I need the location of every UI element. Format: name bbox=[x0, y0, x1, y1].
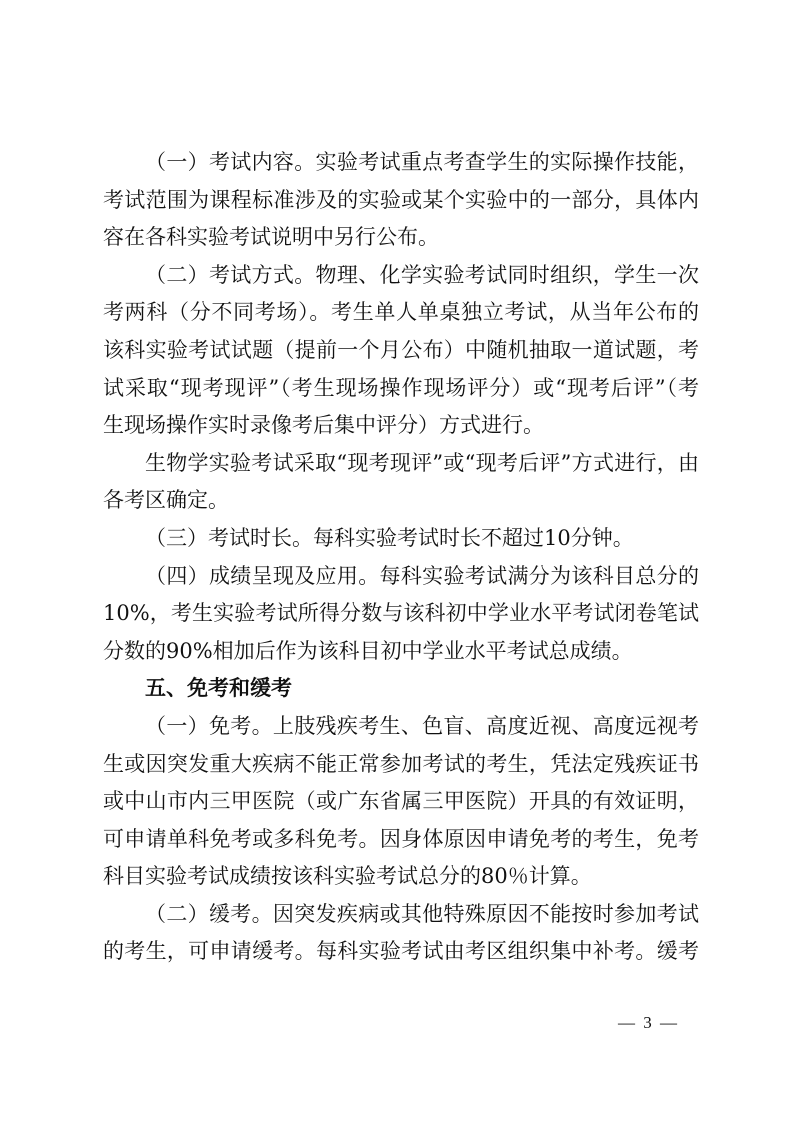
text-line: （三）考试时长。每科实验考试时长不超过10分钟。 bbox=[145, 525, 634, 550]
text-line: 的考生，可申请缓考。每科实验考试由考区组织集中补考。缓考 bbox=[103, 939, 699, 964]
text-line: 可申请单科免考或多科免考。因身体原因申请免考的考生，免考 bbox=[103, 826, 699, 851]
paragraph bbox=[103, 144, 699, 257]
text-line: 生现场操作实时录像考后集中评分）方式进行。 bbox=[103, 413, 544, 438]
paragraph bbox=[103, 896, 699, 971]
paragraph bbox=[103, 558, 699, 671]
text-line: 试采取“现考现评”（考生现场操作现场评分）或“现考后评”（考 bbox=[103, 375, 699, 400]
paragraph bbox=[103, 520, 699, 558]
text-line: 考两科（分不同考场）。考生单人单桌独立考试，从当年公布的 bbox=[103, 300, 699, 325]
text-line: （二）缓考。因突发疾病或其他特殊原因不能按时参加考试 bbox=[145, 901, 699, 926]
paragraph bbox=[103, 708, 699, 896]
paragraph bbox=[103, 445, 699, 520]
text-line: 10%，考生实验考试所得分数与该科初中学业水平考试闭卷笔试 bbox=[103, 601, 699, 626]
section-heading bbox=[103, 670, 699, 708]
page-number: — 3 — bbox=[618, 1013, 679, 1032]
text-line: 分数的90%相加后作为该科目初中学业水平考试总成绩。 bbox=[103, 638, 633, 663]
text-line: 生或因突发重大疾病不能正常参加考试的考生，凭法定残疾证书 bbox=[103, 751, 699, 776]
text-line: 该科实验考试试题（提前一个月公布）中随机抽取一道试题，考 bbox=[103, 337, 699, 362]
text-line: （一）免考。上肢残疾考生、色盲、高度近视、高度远视考 bbox=[145, 713, 699, 738]
text-line: （四）成绩呈现及应用。每科实验考试满分为该科目总分的 bbox=[145, 563, 699, 588]
paragraph bbox=[103, 257, 699, 445]
text-line: 考试范围为课程标准涉及的实验或某个实验中的一部分，具体内 bbox=[103, 187, 699, 212]
text-line: 容在各科实验考试说明中另行公布。 bbox=[103, 225, 439, 250]
text-line: （一）考试内容。实验考试重点考查学生的实际操作技能， bbox=[145, 150, 699, 174]
document-body bbox=[103, 144, 699, 971]
text-line: 五、免考和缓考 bbox=[145, 676, 292, 701]
text-line: 生物学实验考试采取“现考现评”或“现考后评”方式进行，由 bbox=[145, 450, 699, 475]
text-line: （二）考试方式。物理、化学实验考试同时组织，学生一次 bbox=[145, 262, 699, 287]
text-line: 或中山市内三甲医院（或广东省属三甲医院）开具的有效证明， bbox=[103, 789, 699, 814]
text-line: 各考区确定。 bbox=[103, 488, 229, 513]
text-line: 科目实验考试成绩按该科实验考试总分的80％计算。 bbox=[103, 864, 592, 889]
